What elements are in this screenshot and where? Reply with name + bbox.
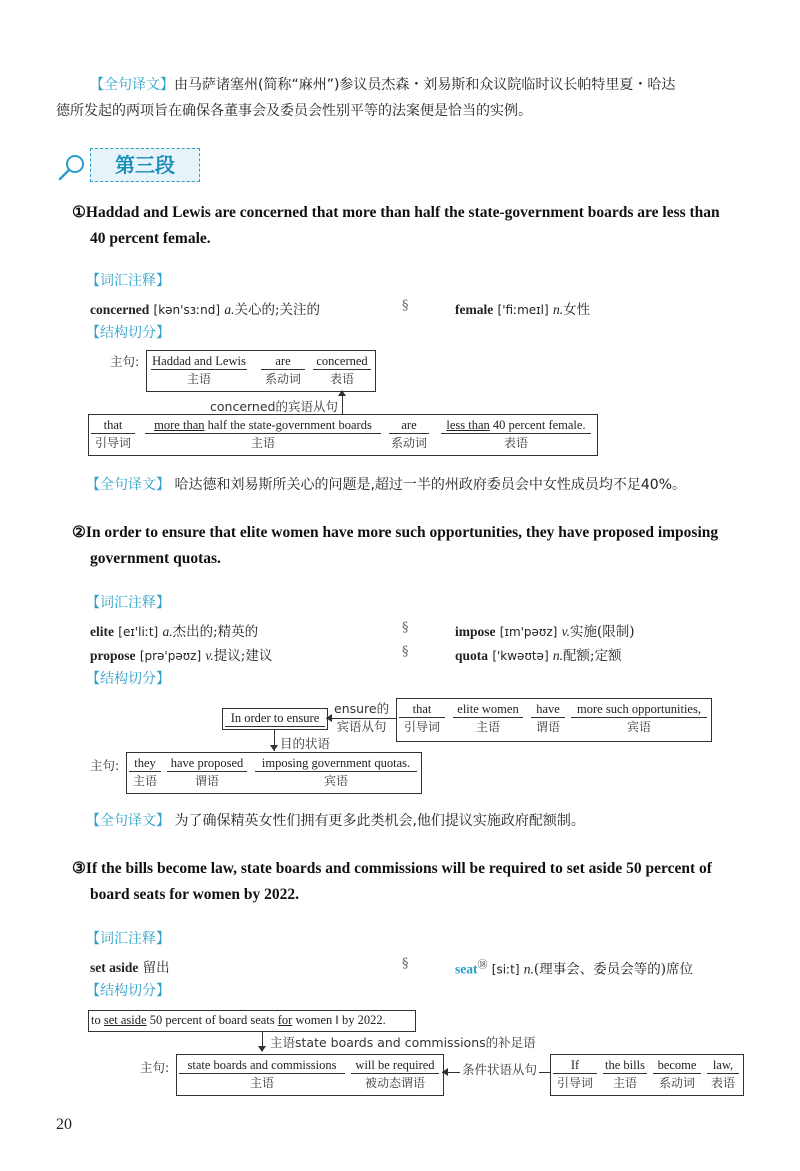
magnifier-icon xyxy=(56,152,88,184)
intro-translation: 【全句译文】由马萨诸塞州(简称“麻州”)参议员杰森・刘易斯和众议院临时议长帕特里夏・哈达 xyxy=(90,77,676,93)
main-clause-label: 主句: xyxy=(90,758,120,773)
arrow-head xyxy=(442,1068,448,1076)
translation: 【全句译文】 为了确保精英女性们拥有更多此类机会,他们提议实施政府配额制。 xyxy=(86,813,585,829)
arrow-head xyxy=(338,390,346,396)
sentence-3-line2: board seats for women by 2022. xyxy=(90,886,299,903)
clause-part: they 主语 xyxy=(129,755,161,790)
vocab-item: set aside 留出 xyxy=(90,960,170,976)
translation: 【全句译文】 哈达德和刘易斯所关心的问题是,超过一半的州政府委员会中女性成员均不足40%。 xyxy=(86,477,687,493)
arrow-head xyxy=(258,1046,266,1052)
vocab-label: 【词汇注释】 xyxy=(86,273,170,289)
clause-part: more than half the state-government boards 主语 xyxy=(145,417,381,452)
vocab-item: propose [prə'pəʊz] v.提议;建议 xyxy=(90,648,273,664)
complement-box xyxy=(88,1010,416,1032)
clause-part: Haddad and Lewis 主语 xyxy=(152,354,246,386)
arrow-line xyxy=(326,718,396,719)
sentence-2: ②In order to ensure that elite women have more such opportunities, they have proposed imposing xyxy=(72,524,719,541)
structure-label: 【结构切分】 xyxy=(86,671,170,687)
clause-part: state boards and commissions 主语 xyxy=(179,1057,345,1092)
arrow-head xyxy=(270,745,278,751)
main-clause-box xyxy=(126,752,422,794)
vocab-item: seat⑱ [siːt] n.(理事会、委员会等的)席位 xyxy=(455,960,693,978)
clause-part: have proposed 谓语 xyxy=(167,755,247,790)
clause-part: have 谓语 xyxy=(531,701,565,736)
vocab-item: elite [eɪ'liːt] a.杰出的;精英的 xyxy=(90,624,259,640)
object-clause-box xyxy=(396,698,712,742)
structure-label: 【结构切分】 xyxy=(86,325,170,341)
clause-part: are 系动词 xyxy=(261,353,305,388)
complement-text: to set aside 50 percent of board seats for women ‖ by 2022. xyxy=(91,1013,386,1027)
main-clause-label: 主句: xyxy=(140,1060,170,1075)
sentence-1: ①Haddad and Lewis are concerned that more than half the state-government boards are less than xyxy=(72,204,720,221)
clause-part: become 系动词 xyxy=(653,1057,701,1092)
separator-icon: § xyxy=(402,956,409,971)
main-clause-box xyxy=(146,350,376,392)
vocab-label: 【词汇注释】 xyxy=(86,595,170,611)
clause-part: are 系动词 xyxy=(390,418,427,450)
separator-icon: § xyxy=(402,298,409,313)
vocab-item: female ['fiːmeɪl] n.女性 xyxy=(455,302,591,318)
conditional-clause-box xyxy=(550,1054,744,1096)
clause-part: the bills 主语 xyxy=(603,1057,647,1092)
sentence-1-line2: 40 percent female. xyxy=(90,230,211,247)
vocab-item: concerned [kən'sɜːnd] a.关心的;关注的 xyxy=(90,302,321,318)
vocab-item: impose [ɪm'pəʊz] v.实施(限制) xyxy=(455,624,635,640)
clause-part: imposing government quotas. 宾语 xyxy=(255,755,417,790)
clause-part: elite women 主语 xyxy=(453,701,523,736)
complement-label: 主语state boards and commissions的补足语 xyxy=(270,1035,536,1050)
clause-part: that 引导词 xyxy=(399,701,445,736)
section-title: 第三段 xyxy=(90,148,200,182)
clause-part: law, 表语 xyxy=(707,1057,739,1092)
translation-tag: 【全句译文】 xyxy=(90,77,174,93)
intro-translation-line2: 德所发起的两项旨在确保各董事会及委员会性别平等的法案便是恰当的实例。 xyxy=(56,103,532,119)
purpose-box xyxy=(222,708,328,730)
main-clause-label: 主句: xyxy=(110,354,140,369)
vocab-label: 【词汇注释】 xyxy=(86,931,170,947)
clause-part: more such opportunities, 宾语 xyxy=(571,701,707,736)
structure-label: 【结构切分】 xyxy=(86,983,170,999)
clause-part: concerned 表语 xyxy=(313,353,371,388)
purpose-text: In order to ensure xyxy=(225,710,325,727)
clause-label: concerned的宾语从句 xyxy=(210,399,338,414)
object-clause-box xyxy=(88,414,598,456)
clause-part: less than 40 percent female. 表语 xyxy=(441,417,591,452)
ensure-label: ensure的 宾语从句 xyxy=(334,701,390,734)
vocab-item: quota ['kwəʊtə] n.配额;定额 xyxy=(455,648,622,664)
clause-part: If 引导词 xyxy=(553,1057,597,1092)
main-clause-box xyxy=(176,1054,444,1096)
separator-icon: § xyxy=(402,644,409,659)
sentence-3: ③If the bills become law, state boards and commissions will be required to set aside 50 percent of xyxy=(72,860,712,877)
clause-part: will be required 被动态谓语 xyxy=(351,1057,439,1092)
separator-icon: § xyxy=(402,620,409,635)
purpose-label: 目的状语 xyxy=(280,736,331,751)
section-header xyxy=(56,148,206,182)
page-number: 20 xyxy=(56,1116,72,1133)
clause-part: that 引导词 xyxy=(91,417,135,452)
sentence-2-line2: government quotas. xyxy=(90,550,221,567)
cond-label: 条件状语从句 xyxy=(462,1062,538,1077)
arrow-head xyxy=(326,714,332,722)
